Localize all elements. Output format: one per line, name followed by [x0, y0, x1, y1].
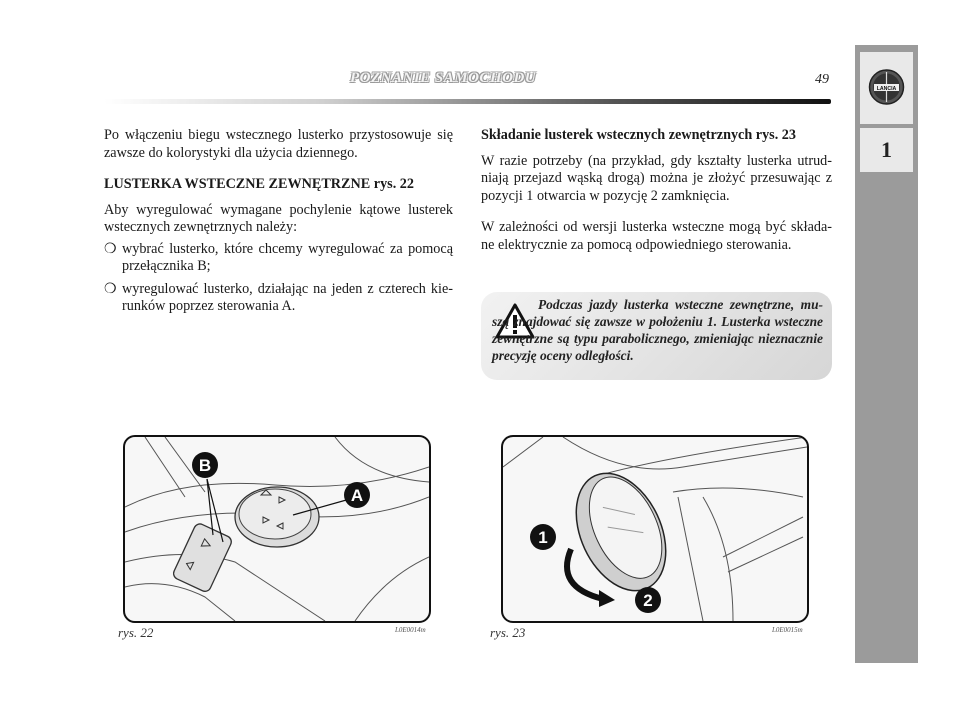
bullet-marker: ❍: [104, 280, 117, 297]
figure-22: [123, 435, 431, 623]
mirror-control-illustration: [125, 437, 429, 621]
list-item: [104, 281, 453, 316]
bullet-marker: ❍: [104, 240, 117, 257]
section-title: POZNANIE SAMOCHODU: [350, 70, 537, 86]
figure-caption: rys. 22: [118, 625, 154, 640]
figure-23: [501, 435, 809, 623]
label-b: B: [198, 456, 212, 475]
label-2: 2: [643, 591, 653, 610]
logo-text: LANCIA: [876, 86, 897, 92]
subsection-heading: Składanie lusterek wstecznych zewnętrznych rys. 23: [481, 127, 796, 143]
chapter-number: 1: [860, 128, 913, 172]
page-number: 49: [815, 72, 829, 87]
header-rule: [104, 99, 831, 104]
label-1: 1: [538, 528, 548, 547]
intro-paragraph: Po włączeniu biegu wstecznego lusterko przystosowuje się zawsze do kolorystyki dla użycia dziennego.: [104, 127, 453, 161]
list-item-text: wyregulować lusterko, działając na jeden z czterech kie-runków poprzez sterowania A.: [122, 280, 453, 314]
paragraph: W zależności od wersji lusterka wsteczne mogą być składa-ne elektrycznie za pomocą odpowiedniego sterowania.: [481, 219, 832, 253]
paragraph: W razie potrzeby (na przykład, gdy kształty lusterka utrud-niają przejazd wąską drogą) można je złożyć przesuwając z pozycji 1 otwarcia w pozycję 2 zamknięcia.: [481, 152, 832, 204]
right-column: [481, 127, 832, 263]
figure-caption: rys. 23: [490, 625, 526, 640]
logo-box: [860, 52, 913, 124]
list-item-text: wybrać lusterko, które chcemy wyregulować za pomocą przełącznika B;: [122, 240, 453, 274]
mirror-fold-illustration: [503, 437, 807, 621]
lancia-logo-icon: [868, 66, 905, 108]
instruction-paragraph: Aby wyregulować wymagane pochylenie kątowe lusterek wstecznych zewnętrznych należy:: [104, 201, 453, 235]
warning-box: [481, 292, 832, 380]
warning-text: Podczas jazdy lusterka wsteczne zewnętrzne, mu-szą znajdować się zawsze w położeniu 1. Lusterka wsteczne zewnętrzne są typu parabolicznego, zmieniając nieznacznie precyzję oceny odległości.: [492, 297, 823, 363]
left-column: [104, 127, 453, 321]
section-heading: LUSTERKA WSTECZNE ZEWNĘTRZNE rys. 22: [104, 176, 414, 192]
list-item: [104, 241, 453, 276]
figure-code: L0E0014m: [395, 626, 426, 634]
figure-code: L0E0015m: [772, 626, 803, 634]
label-a: A: [350, 486, 364, 505]
